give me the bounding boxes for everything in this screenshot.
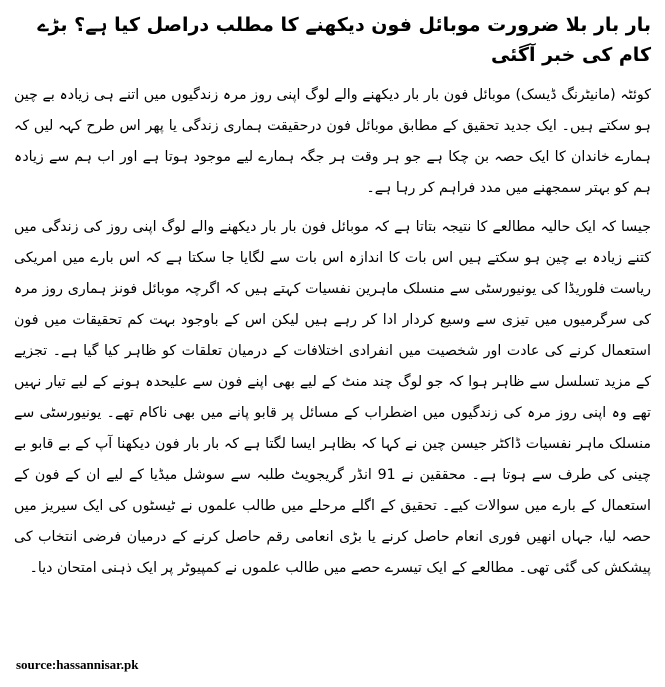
article-paragraph-1: کوئٹہ (مانیٹرنگ ڈیسک) موبائل فون بار بار دیکھنے والے لوگ اپنی روز مرہ زندگیوں میں اتنے ہی زیادہ بے چین ہو سکتے ہیں۔ ایک جدید تحقیق کے مطابق موبائل فون درحقیقت ہماری زندگی یا پھر اس طرح کہہ لیں کہ ہمارے خاندان کا ایک حصہ بن چکا ہے جو ہر وقت ہر جگہ ہمارے لیے موجود ہوتا ہے اور اب ہم سے زیادہ ہم کو بہتر سمجھنے میں مدد فراہم کر رہا ہے۔ <box>14 87 651 196</box>
source-credit: source:hassannisar.pk <box>16 657 139 672</box>
article-headline: بار بار بلا ضرورت موبائل فون دیکھنے کا مطلب دراصل کیا ہے؟ بڑے کام کی خبر آگئی <box>37 14 651 66</box>
article-paragraph-2: جیسا کہ ایک حالیہ مطالعے کا نتیجہ بتاتا ہے کہ موبائل فون بار بار دیکھنے والے لوگ اپنی روز کی زندگی میں کتنے زیادہ بے چین ہو سکتے ہیں اس بات کا اندازہ اس بات سے لگایا جا سکتا ہے کہ اس بارے میں امریکی ریاست فلوریڈا کی یونیورسٹی سے منسلک ماہرین نفسیات کہتے ہیں کہ اگرچہ موبائل فونز ہماری روز مرہ کی سرگرمیوں میں تیزی سے وسیع کردار ادا کر رہے ہیں لیکن اس کے باوجود بہت کم تحقیقات میں فون استعمال کرنے کی عادت اور شخصیت میں انفرادی اختلافات کے درمیان تعلقات کو ظاہر کیا گیا ہے۔ تجزیے کے مزید تسلسل سے ظاہر ہوا کہ جو لوگ چند منٹ کے لیے بھی اپنے فون سے علیحدہ ہونے کے لیے تیار نہیں تھے وہ اپنی روز مرہ کی زندگیوں میں اضطراب کے مسائل پر قابو پانے میں بھی ناکام تھے۔ یونیورسٹی سے منسلک ماہر نفسیات ڈاکٹر جیسن چین نے کہا کہ بظاہر ایسا لگتا ہے کہ بار بار فون دیکھنا آپ کے بے قابو بے چینی کی طرف سے ہوتا ہے۔ محققین نے 91 انڈر گریجویٹ طلبہ سے سوشل میڈیا کے لیے ان کے فون کے استعمال کے بارے میں سوالات کیے۔ تحقیق کے اگلے مرحلے میں طالب علموں نے ٹیسٹوں کی ایک سیریز میں حصہ لیا، جہاں انھیں فوری انعام حاصل کرنے یا بڑی انعامی رقم حاصل کرنے کے درمیان فرضی انتخاب کی پیشکش کی گئی تھی۔ مطالعے کے ایک تیسرے حصے میں طالب علموں نے کمپیوٹر پر ایک ذہنی امتحان دیا۔ <box>14 219 651 576</box>
